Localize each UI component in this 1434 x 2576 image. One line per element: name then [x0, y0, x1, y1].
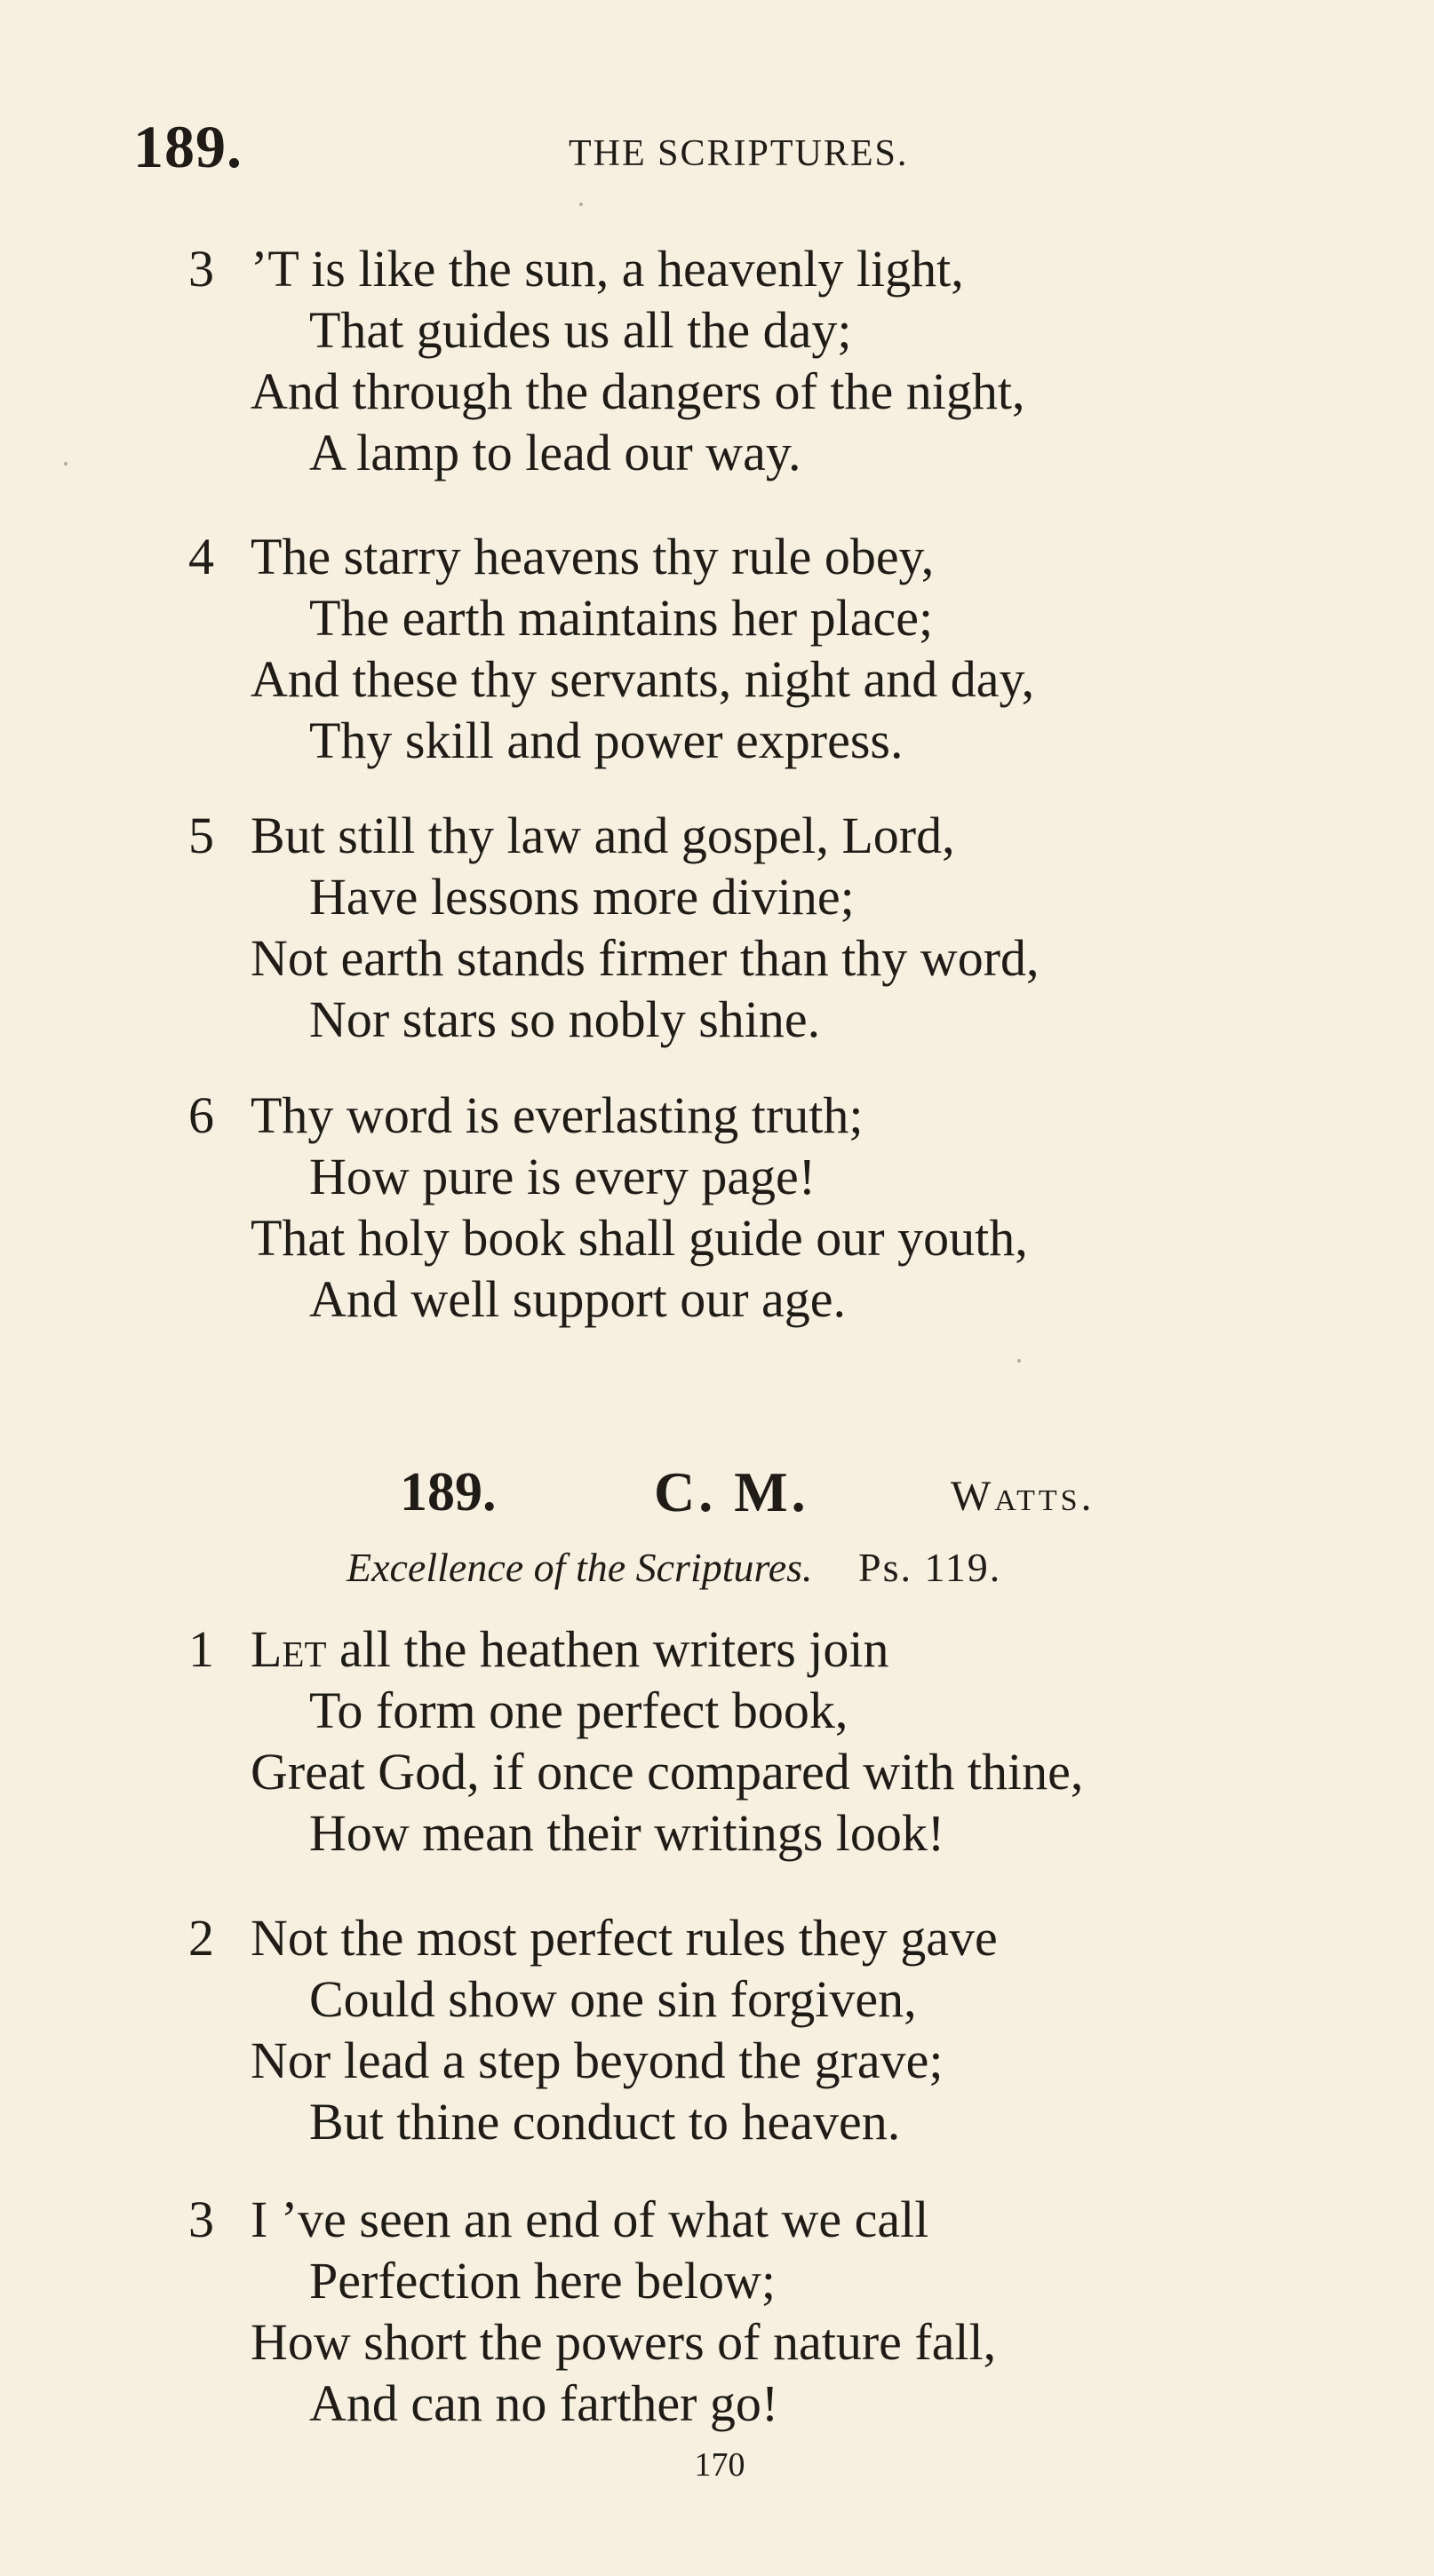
header-hymn-number: 189.	[133, 113, 243, 180]
stanza-number: 6	[188, 1086, 214, 1144]
stanza-line: I ’ve seen an end of what we call	[251, 2190, 929, 2248]
first-word-small-caps: Let	[251, 1620, 327, 1678]
stanza-2	[188, 1907, 1343, 2152]
stanza-number: 4	[188, 528, 214, 585]
hymn-heading	[400, 1457, 1199, 1528]
stanza-line: And through the dangers of the night,	[251, 362, 1025, 420]
hymn-author: Watts.	[951, 1473, 1095, 1520]
running-header	[133, 115, 1288, 178]
stanza-4-previous	[188, 526, 1343, 771]
stanza-line: The starry heavens thy rule obey,	[251, 528, 935, 585]
print-speck	[1017, 1359, 1021, 1363]
print-speck	[579, 203, 583, 206]
stanza-3-previous	[188, 238, 1343, 483]
stanza-number: 2	[188, 1909, 214, 1967]
stanza-line	[188, 1618, 1343, 1680]
stanza-6-previous	[188, 1085, 1343, 1330]
stanza-line: Perfection here below;	[309, 2252, 777, 2310]
hymn-subtitle-text: Excellence of the Scriptures.	[347, 1545, 813, 1590]
scripture-reference: Ps. 119.	[858, 1545, 1002, 1590]
stanza-line: That holy book shall guide our youth,	[251, 1209, 1028, 1267]
hymn-subtitle	[347, 1541, 1235, 1594]
stanza-line: Not earth stands firmer than thy word,	[251, 929, 1040, 987]
stanza-number: 5	[188, 807, 214, 864]
stanza-line: Have lessons more divine;	[309, 868, 855, 926]
first-line-rest: all the heathen writers join	[326, 1620, 889, 1678]
stanza-line: Thy word is everlasting truth;	[251, 1086, 864, 1144]
stanza-line: And well support our age.	[309, 1270, 847, 1328]
stanza-line: Nor lead a step beyond the grave;	[251, 2031, 944, 2089]
stanza-3	[188, 2189, 1343, 2434]
stanza-line: Could show one sin forgiven,	[309, 1970, 917, 2028]
stanza-1	[188, 1618, 1343, 1864]
stanza-number: 3	[188, 2190, 214, 2248]
stanza-line: Not the most perfect rules they gave	[251, 1909, 998, 1967]
running-title: THE SCRIPTURES.	[569, 133, 909, 174]
stanza-line: But thine conduct to heaven.	[309, 2093, 901, 2151]
stanza-line: The earth maintains her place;	[309, 589, 934, 647]
stanza-line: How short the powers of nature fall,	[251, 2313, 997, 2371]
stanza-line: Thy skill and power express.	[309, 712, 904, 769]
stanza-line: Great God, if once compared with thine,	[251, 1743, 1084, 1801]
hymn-meter: C. M.	[654, 1460, 809, 1523]
hymn-number: 189.	[400, 1462, 497, 1523]
print-speck	[64, 462, 68, 465]
stanza-line: How mean their writings look!	[309, 1804, 945, 1862]
page-number: 170	[694, 2446, 745, 2484]
stanza-number: 3	[188, 240, 214, 298]
stanza-line: How pure is every page!	[309, 1148, 817, 1205]
stanza-line: Nor stars so nobly shine.	[309, 990, 821, 1048]
stanza-line: To form one perfect book,	[309, 1682, 848, 1739]
stanza-line: And these thy servants, night and day,	[251, 650, 1035, 708]
stanza-line: A lamp to lead our way.	[309, 424, 801, 481]
stanza-number: 1	[188, 1620, 214, 1678]
stanza-line: That guides us all the day;	[309, 301, 852, 359]
stanza-line: And can no farther go!	[309, 2374, 779, 2432]
stanza-line: ’T is like the sun, a heavenly light,	[251, 240, 964, 298]
stanza-line: But still thy law and gospel, Lord,	[251, 807, 955, 864]
stanza-5-previous	[188, 805, 1343, 1050]
